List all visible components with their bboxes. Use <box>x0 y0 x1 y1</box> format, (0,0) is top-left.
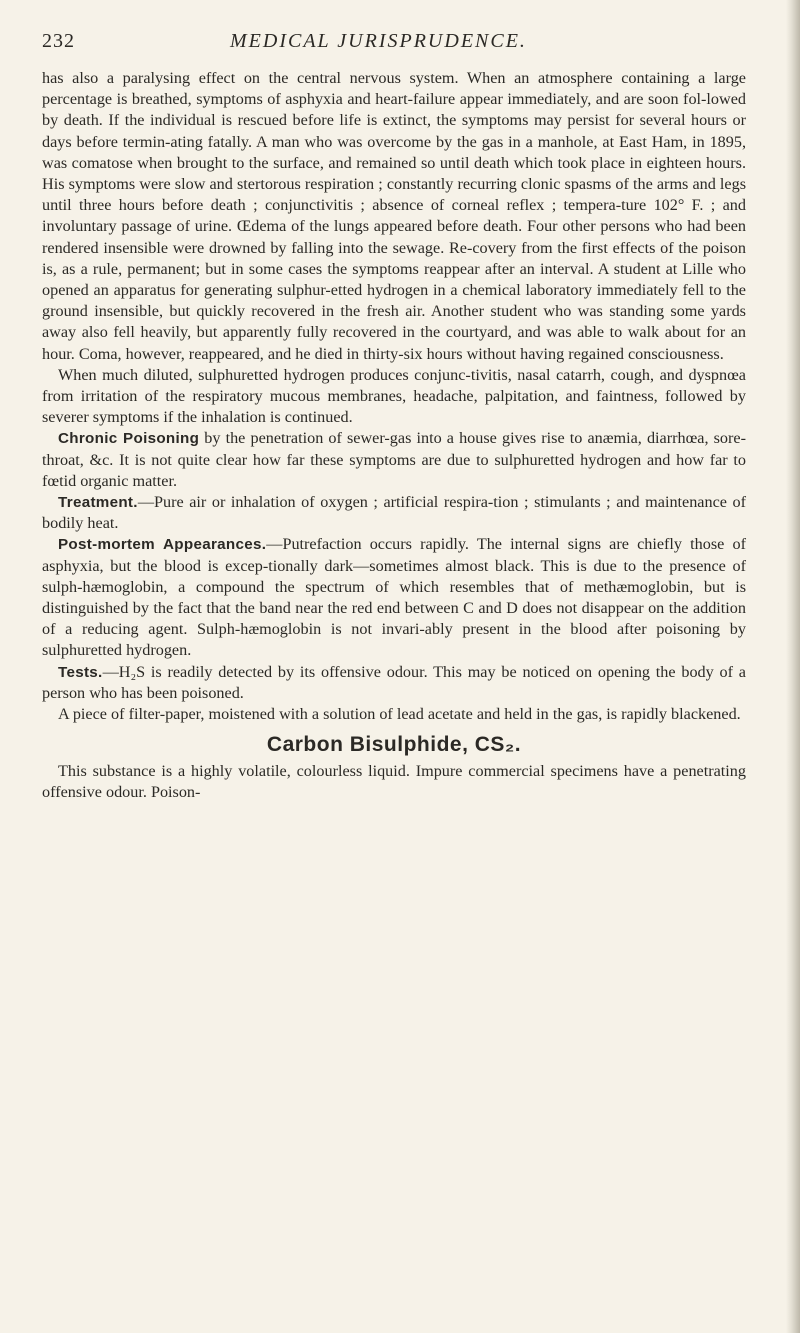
paragraph-carbon-bisulphide: This substance is a highly volatile, colourless liquid. Impure commercial specimens have a penetrating offensive odour. Poison- <box>42 761 746 801</box>
treatment-text: —Pure air or inhalation of oxygen ; artificial respira-tion ; stimulants ; and maintenance of bodily heat. <box>42 493 746 533</box>
section-title-carbon-bisulphide: Carbon Bisulphide, CS₂. <box>266 733 522 757</box>
paragraph-asphyxia: has also a paralysing effect on the central nervous system. When an atmosphere containing a large percentage is breathed, symptoms of asphyxia and heart-failure appear immediately, and are soon fol-lowed by death. If the individual is rescued before life is extinct, the symptoms may persist for several hours or days before termin-ating fatally. A man who was overcome by the gas in a manhole, at East Ham, in 1895, was comatose when brought to the surface, and remained so until death which took place in eighteen hours. His symptoms were slow and stertorous respiration ; constantly recurring clonic spasms of the arms and legs until three hours before death ; conjunctivitis ; absence of corneal reflex ; tempera-ture 102° F. ; and involuntary passage of urine. Œdema of the lungs appeared before death. Four other persons who had been rendered insensible were drowned by falling into the sewage. Re-covery from the first effects of the poison is, as a rule, permanent; but in some cases the symptoms reappear after an interval. A student at Lille who opened an apparatus for generating sulphur-etted hydrogen in a chemical laboratory immediately fell to the ground insensible, but quickly recovered in the fresh air. Another student who was standing some yards away also fell heavily, but apparently fully recovered in the courtyard, and was able to walk about for an hour. Coma, however, reappeared, and he died in thirty-six hours without having regained consciousness. <box>42 69 746 363</box>
paragraph-filter-paper: A piece of filter-paper, moistened with a solution of lead acetate and held in the gas, is rapidly blackened. <box>58 705 741 724</box>
post-mortem-text: —Putrefaction occurs rapidly. The internal signs are chiefly those of asphyxia, but the blood is excep-tionally dark—sometimes almost black. This is due to the presence of sulph-hæmoglobin, a compound the spectrum of which resembles that of methæmoglobin, but is distinguished by the fact that the band near the red end between C and D does not disappear on the addition of a reducing agent. Sulph-hæmoglobin is not invari-ably present in the blood after poisoning by sulphuretted hydrogen. <box>42 535 746 660</box>
treatment-heading: Treatment. <box>58 494 138 512</box>
paragraph-diluted: When much diluted, sulphuretted hydrogen produces conjunc-tivitis, nasal catarrh, cough, and dyspnœa from irritation of the respiratory mucous membranes, headache, palpitation, and faintness, followed by severer symptoms if the inhalation is continued. <box>42 365 746 427</box>
running-title: MEDICAL JURISPRUDENCE. <box>230 30 527 52</box>
paragraph-tests <box>42 662 746 704</box>
chronic-poisoning-heading: Chronic Poisoning <box>58 430 200 448</box>
paragraph-post-mortem <box>42 534 746 661</box>
paragraph-treatment <box>42 492 746 534</box>
chronic-poisoning-text: by the penetration of sewer-gas into a house gives rise to anæmia, diarrhœa, sore-throat, &c. It is not quite clear how far these symptoms are due to sulphuretted hydrogen and how far to fœtid organic matter. <box>42 429 746 490</box>
page-number: 232 <box>42 30 75 52</box>
page-body <box>42 68 746 803</box>
post-mortem-heading: Post-mortem Appearances. <box>58 536 267 554</box>
tests-heading: Tests. <box>58 663 103 681</box>
page-header <box>42 30 742 60</box>
tests-text: —H₂S is readily detected by its offensive odour. This may be noticed on opening the body of a person who has been poisoned. <box>42 662 746 702</box>
paragraph-chronic <box>42 428 746 492</box>
page-edge-shadow <box>786 0 800 1333</box>
